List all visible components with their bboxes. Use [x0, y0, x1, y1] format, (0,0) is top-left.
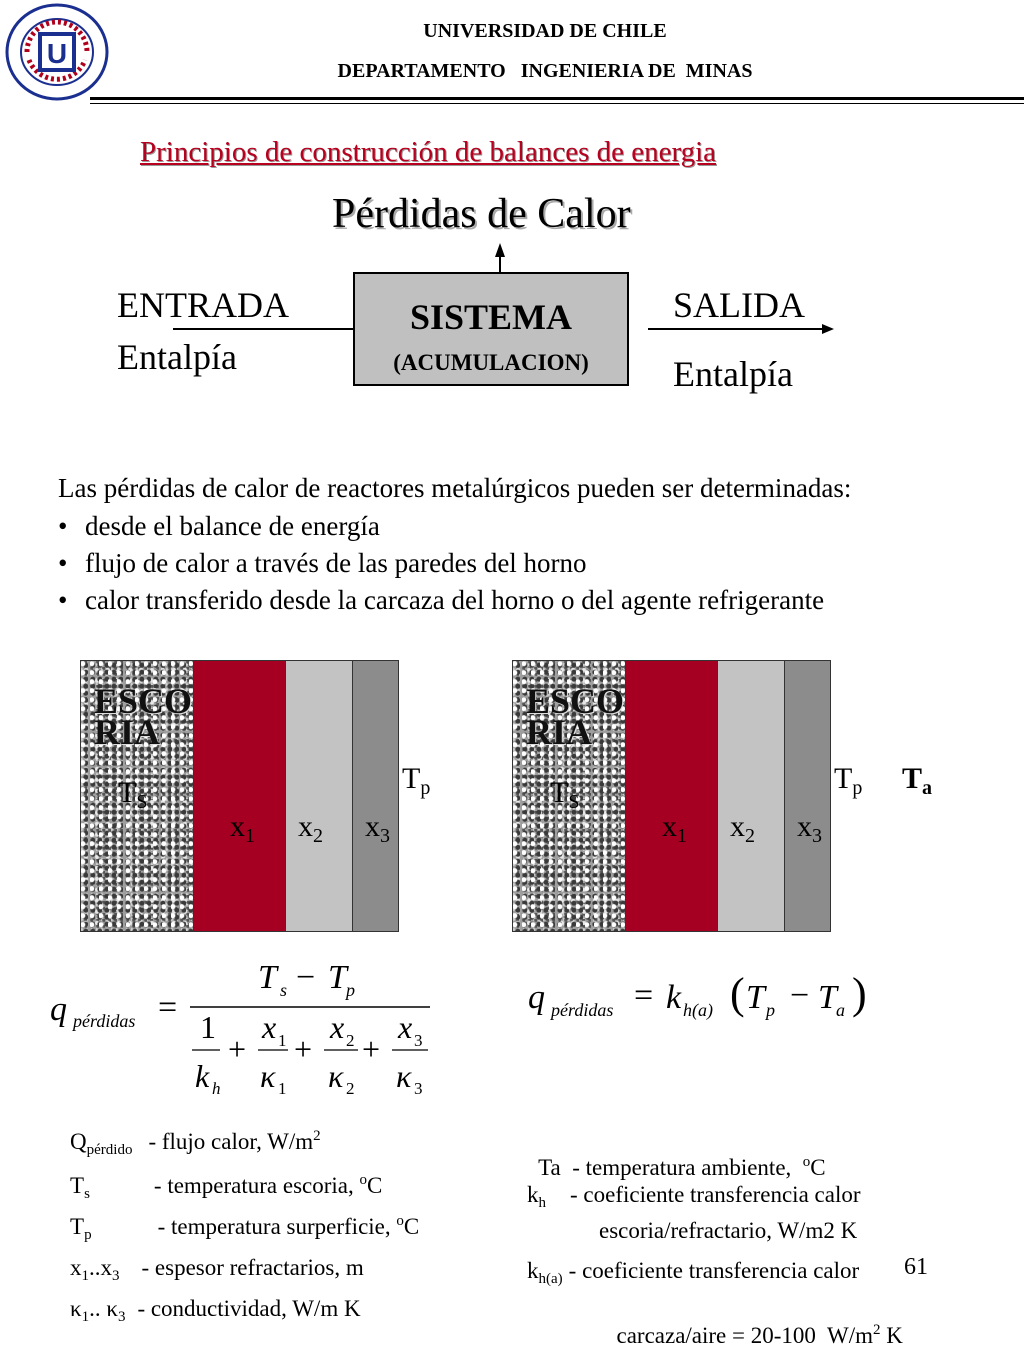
logo-letter: U [46, 38, 68, 69]
legend-kha: $k_{h(a)}$ - coeficiente transferencia calor [527, 1258, 860, 1287]
svg-text:q: q [50, 991, 67, 1028]
heat-loss-formula-shell [520, 960, 900, 1030]
refractory-layer-2 [717, 660, 785, 932]
accumulation-label: (ACUMULACION) [393, 350, 589, 375]
thickness-x2-label: $x_2$ [730, 810, 755, 847]
thickness-x2-label: $x_2$ [298, 810, 323, 847]
surface-temperature-label: $T_p$ [402, 762, 431, 799]
list-item: • desde el balance de energía [58, 508, 824, 545]
refractory-layer-3 [784, 660, 831, 932]
entrada-label: ENTRADA [117, 285, 289, 325]
svg-text:T: T [818, 979, 837, 1016]
university-logo [4, 2, 110, 102]
svg-text:T: T [258, 959, 277, 996]
svg-text:k: k [195, 1058, 210, 1094]
thickness-x3-label: $x_3$ [797, 810, 822, 847]
thickness-x1-label: $x_1$ [662, 810, 687, 847]
svg-text:h(a): h(a) [683, 1000, 713, 1020]
svg-text:3: 3 [414, 1031, 423, 1050]
list-item: • flujo de calor a través de las paredes del horno [58, 545, 824, 582]
svg-text:κ: κ [260, 1058, 276, 1094]
page-title: Pérdidas de Calor [332, 191, 631, 237]
svg-text:x: x [330, 1009, 345, 1045]
slag-temperature-label: $T_S$ [118, 776, 148, 813]
slag-label: ESCO RIA [526, 681, 625, 752]
list-item: • calor transferido desde la carcaza del horno o del agente refrigerante [58, 582, 824, 619]
svg-text:+: + [294, 1031, 313, 1067]
svg-text:k: k [666, 979, 682, 1016]
svg-text:κ: κ [328, 1058, 344, 1094]
method-list [58, 508, 824, 619]
svg-text:p: p [346, 980, 355, 1000]
page-number: 61 [904, 1254, 928, 1280]
svg-text:2: 2 [346, 1031, 355, 1050]
svg-text:x: x [398, 1009, 413, 1045]
section-subtitle: Principios de construcción de balances de energia [140, 136, 717, 168]
svg-text:3: 3 [414, 1079, 423, 1098]
svg-text:1: 1 [200, 1009, 216, 1045]
svg-text:−: − [296, 959, 316, 996]
svg-text:pérdidas: pérdidas [73, 1011, 136, 1031]
svg-text:): ) [852, 969, 867, 1018]
svg-text:T: T [746, 979, 765, 1016]
svg-text:1: 1 [278, 1031, 287, 1050]
header-rule-thin [90, 103, 1024, 104]
system-label: SISTEMA [409, 297, 573, 337]
legend-x: $x_1..x_3$ - espesor refractarios, m [70, 1255, 364, 1284]
svg-text:a: a [836, 1000, 845, 1020]
salida-enthalpy: Entalpía [673, 354, 793, 394]
legend-ts: $T_s$ - temperatura escoria, $^o$C [70, 1172, 383, 1202]
svg-text:h: h [212, 1079, 221, 1098]
thickness-x1-label: $x_1$ [230, 810, 255, 847]
legend-kh-line2: escoria/refractario, W/m2 K [599, 1218, 858, 1243]
header-rule [90, 97, 1024, 100]
svg-text:s: s [280, 980, 288, 1000]
refractory-layer-2 [285, 660, 353, 932]
heat-loss-formula-wall [40, 950, 460, 1110]
legend-kh: $k_h$ - coeficiente transferencia calor [527, 1182, 861, 1211]
svg-text:T: T [328, 959, 347, 996]
svg-text:=: = [158, 989, 178, 1026]
legend-ta: Ta - temperatura ambiente, $^o$C [538, 1154, 826, 1180]
svg-text:−: − [790, 977, 810, 1014]
svg-text:+: + [362, 1031, 381, 1067]
svg-text:2: 2 [346, 1079, 355, 1098]
refractory-layer-3 [352, 660, 399, 932]
svg-text:1: 1 [278, 1079, 287, 1098]
university-name: UNIVERSIDAD DE CHILE [423, 20, 667, 42]
svg-text:=: = [634, 977, 654, 1014]
slag-label: ESCO RIA [94, 681, 193, 752]
svg-text:κ: κ [396, 1058, 412, 1094]
ambient-temperature-label: $T_a$ [902, 762, 933, 799]
svg-text:x: x [262, 1009, 277, 1045]
svg-text:pérdidas: pérdidas [551, 1000, 614, 1020]
salida-label: SALIDA [673, 285, 805, 325]
svg-text:(: ( [730, 969, 745, 1018]
surface-temperature-label: $T_p$ [834, 762, 863, 799]
department-name: DEPARTAMENTO INGENIERIA DE MINAS [337, 60, 753, 82]
refractory-layer-1 [625, 660, 718, 932]
svg-text:q: q [528, 979, 545, 1016]
legend-q: $Q_{pérdido}$ - flujo calor, $W/m^2$ [70, 1128, 321, 1158]
thickness-x3-label: $x_3$ [365, 810, 390, 847]
svg-text:p: p [766, 1000, 775, 1020]
legend-kha-line2: carcaza/aire = 20-100 $W/m^2$ K [616, 1322, 903, 1348]
system-box [353, 272, 629, 386]
refractory-layer-1 [193, 660, 286, 932]
legend-tp: $T_p$ - temperatura surperficie, $^o$C [70, 1213, 420, 1243]
legend-kappa: $\kappa_1$.. $\kappa_3$ - conductividad, W/m K [70, 1296, 361, 1325]
entrada-enthalpy: Entalpía [117, 337, 237, 377]
slag-temperature-label: $T_S$ [550, 776, 580, 813]
svg-text:+: + [228, 1031, 247, 1067]
intro-text: Las pérdidas de calor de reactores metalúrgicos pueden ser determinadas: [58, 473, 852, 503]
